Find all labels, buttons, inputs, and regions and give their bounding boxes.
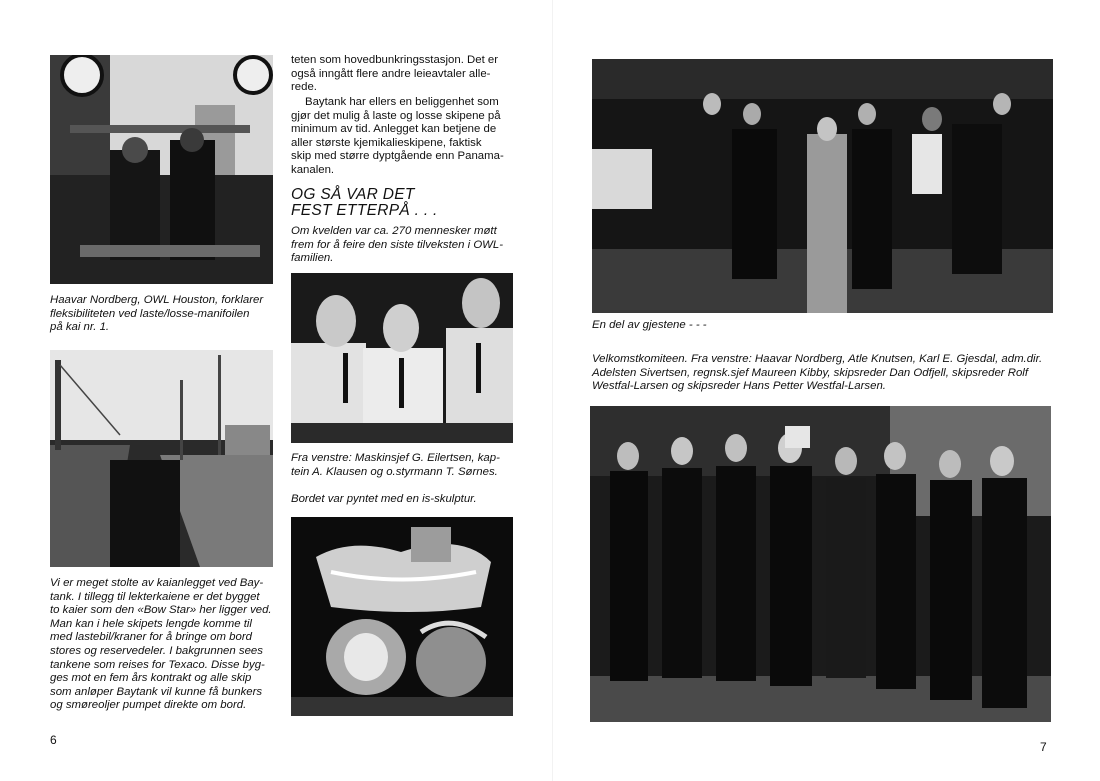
quay-caption-line: to kaier som den «Bow Star» her ligger ved. bbox=[50, 604, 272, 617]
quay-caption-line: stores og reservedeler. I bakgrunnen sees bbox=[50, 644, 263, 657]
officers-caption bbox=[291, 452, 513, 479]
article-line: Baytank har ellers en beliggenhet som bbox=[305, 96, 499, 108]
guests-caption: En del av gjestene - - - bbox=[592, 319, 707, 331]
quay-caption-line: tank. I tillegg til lekterkaiene er det bygget bbox=[50, 590, 260, 603]
officers-caption-line: tein A. Klausen og o.styrmann T. Sørnes. bbox=[291, 465, 498, 478]
committee-caption-line: Velkomstkomiteen. Fra venstre: Haavar Nordberg, Atle Knutsen, Karl E. Gjesdal, adm.dir. bbox=[592, 353, 1043, 365]
officers-caption-line: Fra venstre: Maskinsjef G. Eilertsen, kap- bbox=[291, 452, 500, 464]
houston-caption-line: Haavar Nordberg, OWL Houston, forklarer bbox=[50, 294, 264, 306]
page-divider bbox=[552, 0, 553, 781]
section-heading-line: FEST ETTERPÅ . . . bbox=[291, 202, 438, 219]
article-paragraph-1 bbox=[291, 54, 513, 95]
committee-caption bbox=[592, 353, 1062, 394]
article-line: gjør det mulig å laste og losse skipene på bbox=[291, 109, 501, 122]
quay-caption-line: tankene som reises for Texaco. Disse byg- bbox=[50, 658, 265, 671]
quay-caption-line: som anløper Baytank vil kunne få bunkers bbox=[50, 685, 263, 698]
committee-caption-line: Adelsten Sivertsen, regnsk.sjef Maureen Kibby, skipsreder Dan Odfjell, skipsreder Rolf bbox=[592, 366, 1028, 379]
article-line: teten som hovedbunkringsstasjon. Det er bbox=[291, 54, 499, 66]
houston-caption-line: fleksibiliteten ved laste/losse-manifoilen bbox=[50, 307, 250, 320]
section-intro-line: familien. bbox=[291, 252, 334, 265]
houston-caption-line: på kai nr. 1. bbox=[50, 321, 110, 334]
officers-photo bbox=[291, 273, 513, 443]
committee-caption-line: Westfal-Larsen og skipsreder Hans Petter Westfal-Larsen. bbox=[592, 380, 886, 393]
section-heading bbox=[291, 187, 513, 219]
quay-caption-line: Man kan i hele skipets lengde komme til bbox=[50, 617, 252, 630]
guests-photo bbox=[592, 59, 1053, 313]
section-intro-line: frem for å feire den siste tilveksten i OWL- bbox=[291, 238, 504, 251]
page-number-right: 7 bbox=[1040, 740, 1047, 754]
section-intro-line: Om kvelden var ca. 270 mennesker møtt bbox=[291, 225, 497, 237]
article-line: minimum av tid. Anlegget kan betjene de bbox=[291, 123, 497, 136]
section-intro bbox=[291, 225, 513, 266]
article-paragraph-2 bbox=[291, 96, 513, 178]
quay-caption-line: med lastebil/kraner for å bringe om bord bbox=[50, 631, 252, 644]
article-line: rede. bbox=[291, 81, 317, 94]
article-line: også inngått flere andre leieavtaler alle- bbox=[291, 67, 491, 80]
article-line: aller største kjemikalieskipene, faktisk bbox=[291, 136, 482, 149]
ice-caption: Bordet var pyntet med en is-skulptur. bbox=[291, 493, 477, 505]
article-line: kanalen. bbox=[291, 163, 335, 176]
quay-caption-line: og smøreoljer pumpet direkte om bord. bbox=[50, 699, 247, 712]
houston-caption bbox=[50, 294, 272, 335]
section-heading-line: OG SÅ VAR DET bbox=[291, 186, 415, 203]
quay-caption-line: ges mot en fem års kontrakt og alle skip bbox=[50, 672, 252, 685]
quay-ship-photo bbox=[50, 350, 273, 567]
welcome-committee-photo bbox=[590, 406, 1051, 722]
houston-manifold-photo bbox=[50, 55, 273, 284]
ice-sculpture-photo bbox=[291, 517, 513, 716]
article-line: skip med større dyptgående enn Panama- bbox=[291, 150, 504, 163]
quay-caption-line: Vi er meget stolte av kaianlegget ved Bay- bbox=[50, 577, 264, 589]
page-number-left: 6 bbox=[50, 733, 57, 747]
quay-caption bbox=[50, 577, 273, 713]
